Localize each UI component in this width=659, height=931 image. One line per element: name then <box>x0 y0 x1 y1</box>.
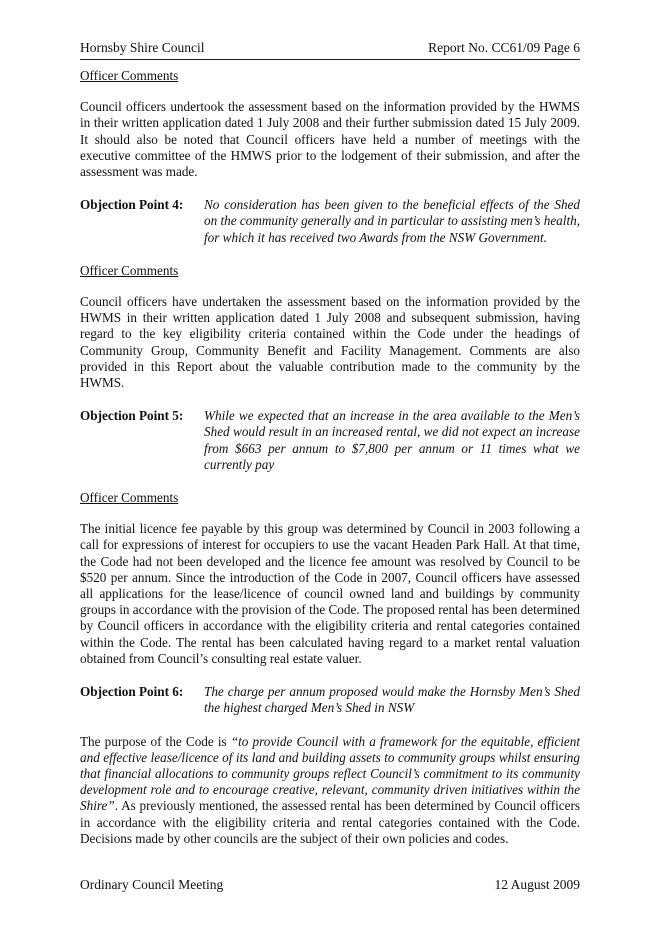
objection-point-4 <box>80 197 580 246</box>
objection-text: The charge per annum proposed would make the Hornsby Men’s Shed the highest charged Men’s Shed in NSW <box>204 684 580 716</box>
objection-point-5 <box>80 408 580 473</box>
objection-label: Objection Point 4: <box>80 197 184 213</box>
page-header <box>80 40 580 56</box>
code-purpose-lead: The purpose of the Code is <box>80 733 231 749</box>
objection-text: No consideration has been given to the beneficial effects of the Shed on the community generally and in particular to assisting men’s health, for which it has received two Awards from the NSW Government. <box>204 197 580 245</box>
report-body <box>80 68 580 847</box>
officer-comments-heading: Officer Comments <box>80 490 179 506</box>
footer-meeting-date: 12 August 2009 <box>494 877 580 892</box>
footer-meeting-name: Ordinary Council Meeting <box>80 877 224 892</box>
header-council-name: Hornsby Shire Council <box>80 40 205 55</box>
officer-comments-paragraph: Council officers have undertaken the assessment based on the information provided by the HWMS in their written application dated 1 July 2008 and subsequent submission, having regard to the key eligibility criteria contained within the Code under the headings of Community Group, Community Benefit and Facility Management. Comments are also provided in this Report about the valuable contribution made to the community by the HWMS. <box>80 294 580 391</box>
code-purpose-rest: . As previously mentioned, the assessed rental has been determined by Council officers in accordance with the eligibility criteria and rental categories contained with the Code. Decisions made by other councils are the subject of their own policies and codes. <box>80 798 580 846</box>
objection-label: Objection Point 5: <box>80 408 184 424</box>
officer-comments-heading: Officer Comments <box>80 262 179 278</box>
header-report-number: Report No. CC61/09 Page 6 <box>428 40 580 55</box>
officer-comments-paragraph: Council officers undertook the assessment based on the information provided by the HWMS in their written application dated 1 July 2008 and their further submission dated 15 July 2009. It should also be noted that Council officers have held a number of meetings with the executive committee of the HMWS prior to the lodgement of their submission, and after the assessment was made. <box>80 99 580 180</box>
objection-point-6 <box>80 684 580 716</box>
header-rule <box>80 59 580 60</box>
objection-text: While we expected that an increase in the area available to the Men’s Shed would result in an increased rental, we did not expect an increase from $663 per annum to $7,800 per annum or 11 times what we currently pay <box>204 408 580 472</box>
officer-comments-heading: Officer Comments <box>80 68 179 83</box>
code-purpose-paragraph <box>80 734 580 847</box>
code-purpose-quote: “to provide Council with a framework for the equitable, efficient and effective lease/licence of its land and building assets to community groups whilst ensuring that financial allocations to community groups reflect Council’s commitment to its community development role and to encourage creative, relevant, community driven initiatives within the Shire” <box>80 733 580 814</box>
officer-comments-paragraph: The initial licence fee payable by this group was determined by Council in 2003 following a call for expressions of interest for occupiers to use the vacant Headen Park Hall. At that time, the Code had not been developed and the licence fee amount was resolved by Council to be $520 per annum. Since the introduction of the Code in 2007, Council officers have assessed all applications for the lease/licence of council owned land and buildings by community groups in accordance with the provision of the Code. The proposed rental has been determined by Council officers in accordance with the eligibility criteria and rental categories contained within the Code. The rental has been calculated having regard to a market rental valuation obtained from Council’s consulting real estate valuer. <box>80 521 580 666</box>
objection-label: Objection Point 6: <box>80 684 184 700</box>
page-footer <box>80 877 580 893</box>
